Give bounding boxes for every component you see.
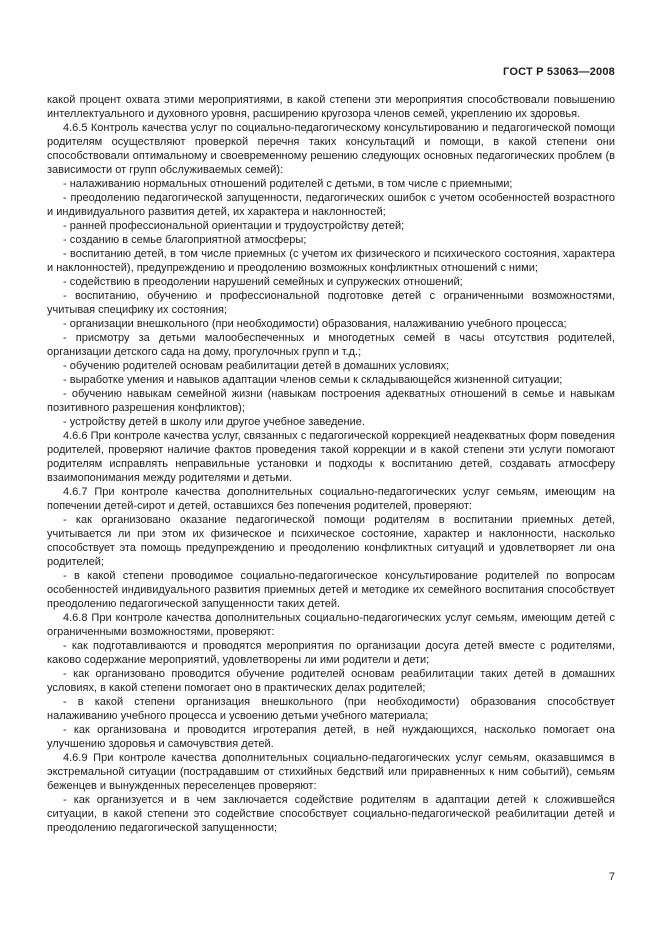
list-item-paragraph: - преодолению педагогической запущенности, педагогических ошибок с учетом особенностей возрастного и индивидуального развития детей, их характера и наклонностей;	[47, 192, 615, 218]
document-body	[47, 93, 615, 835]
section-paragraph: 4.6.5 Контроль качества услуг по социально-педагогическому консультированию и педагогической помощи родителям осуществляют проверкой перечня таких консультаций и помощи, в какой степени они способствовали оптимальному и своевременному решению следующих основных педагогических проблем (в зависимости от групп обслуживаемых семей):	[47, 122, 615, 176]
list-item-paragraph: - как организуется и в чем заключается содействие родителям в адаптации детей к сложившейся ситуации, в какой степени это содействие способствует социально-педагогической реабилитации детей и преодолению педагогической запущенности;	[47, 794, 615, 834]
list-item-paragraph: - ранней профессиональной ориентации и трудоустройству детей;	[63, 220, 405, 232]
section-paragraph: 4.6.7 При контроле качества дополнительных социально-педагогических услуг семьям, имеющим на попечении детей-сирот и детей, оставшихся без попечения родителей, проверяют:	[47, 486, 615, 512]
section-paragraph: 4.6.6 При контроле качества услуг, связанных с педагогической коррекцией неадекватных форм поведения родителей, проверяют наличие фактов проведения такой коррекции и в какой степени эти услуги помогают родителям исправлять неправильные установки и подходы к воспитанию детей, создавать атмосферу взаимопонимания между родителями и детьми.	[47, 430, 615, 484]
list-item-paragraph: - как организовано проводится обучение родителей основам реабилитации таких детей в домашних условиях, в какой степени помогает оно в практических делах родителей;	[47, 668, 615, 694]
list-item-paragraph: - устройству детей в школу или другое учебное заведение.	[63, 416, 365, 428]
section-paragraph: 4.6.8 При контроле качества дополнительных социально-педагогических услуг семьям, имеющим детей с ограниченными возможностями, проверяют:	[47, 612, 615, 638]
list-item-paragraph: - выработке умения и навыков адаптации членов семьи к складывающейся жизненной ситуации;	[63, 374, 563, 386]
document-header	[47, 66, 615, 78]
list-item-paragraph: - созданию в семье благоприятной атмосферы;	[63, 234, 307, 246]
list-item-paragraph: - в какой степени проводимое социально-педагогическое консультирование родителей по вопросам особенностей индивидуального развития приемных детей и методике их семейного воспитания способствует преодолению педагогической запущенности таких детей.	[47, 570, 615, 610]
list-item-paragraph: - обучению навыкам семейной жизни (навыкам построения адекватных отношений в семье и навыкам позитивного разрешения конфликтов);	[47, 388, 615, 414]
section-paragraph: 4.6.9 При контроле качества дополнительных социально-педагогических услуг семьям, оказавшимся в экстремальной ситуации (пострадавшим от стихийных бедствий или приравненных к ним событий), семьям беженцев и вынужденных переселенцев проверяют:	[47, 752, 615, 792]
page-number: 7	[608, 871, 615, 883]
page-footer	[47, 871, 615, 883]
list-item-paragraph: - как организовано оказание педагогической помощи родителям в воспитании приемных детей, учитывается ли при этом их физическое и психическое состояние, характер и наклонности, насколько способствует эта помощь предупреждению и преодолению конфликтных ситуаций и удовлетворяет ли она родителей;	[47, 514, 615, 568]
doc-number: ГОСТ Р 53063—2008	[503, 66, 615, 78]
list-item-paragraph: - воспитанию, обучению и профессиональной подготовке детей с ограниченными возможностями, учитывая специфику их состояния;	[47, 290, 615, 316]
list-item-paragraph: - в какой степени организация внешкольного (при необходимости) образования способствует налаживанию учебного процесса и усвоению детьми учебного материала;	[47, 696, 615, 722]
list-item-paragraph: - организации внешкольного (при необходимости) образования, налаживанию учебного процесса;	[63, 318, 567, 330]
list-item-paragraph: - воспитанию детей, в том числе приемных (с учетом их физического и психического состояния, характера и наклонностей), предупреждению и преодолению возможных конфликтных отношений с ними;	[47, 248, 615, 274]
list-item-paragraph: - обучению родителей основам реабилитации детей в домашних условиях;	[63, 360, 450, 372]
body-paragraph: какой процент охвата этими мероприятиями, в какой степени эти мероприятия способствовали повышению интеллектуального и духовного уровня, расширению кругозора членов семей, укреплению их здоровья.	[47, 94, 615, 120]
list-item-paragraph: - как организована и проводится игротерапия детей, в ней нуждающихся, насколько помогает она улучшению здоровья и самочувствия детей.	[47, 724, 615, 750]
list-item-paragraph: - налаживанию нормальных отношений родителей с детьми, в том числе с приемными;	[63, 178, 513, 190]
list-item-paragraph: - содействию в преодолении нарушений семейных и супружеских отношений;	[63, 276, 463, 288]
list-item-paragraph: - присмотру за детьми малообеспеченных и многодетных семей в часы отсутствия родителей, организации детского сада на дому, прогулочных групп и т.д.;	[47, 332, 615, 358]
list-item-paragraph: - как подготавливаются и проводятся мероприятия по организации досуга детей вместе с родителями, каково содержание мероприятий, удовлетворены ли ими родители и дети;	[47, 640, 615, 666]
